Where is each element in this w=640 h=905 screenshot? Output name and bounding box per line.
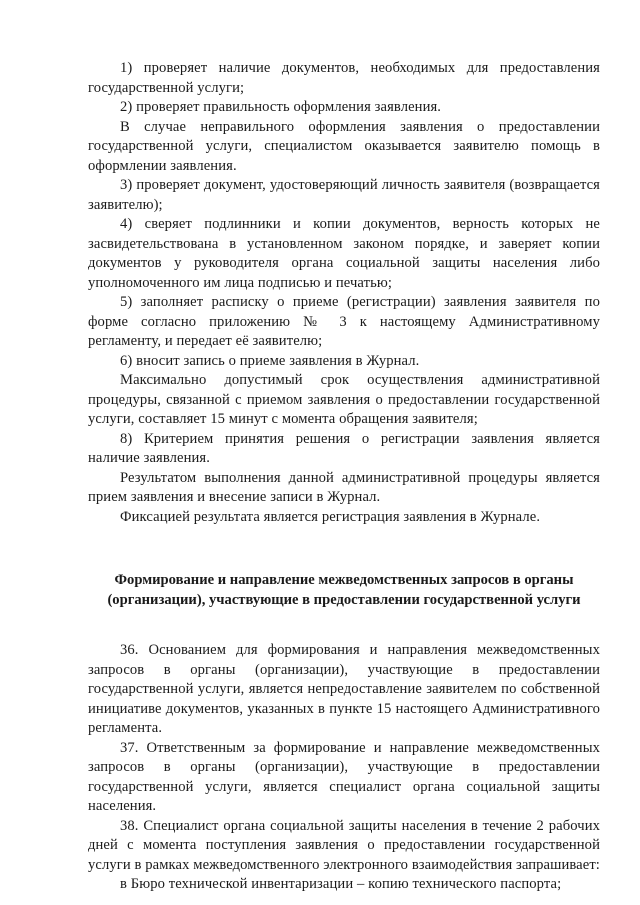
- paragraph-incorrect-form: В случае неправильного оформления заявления о предоставлении государственной услуги, специалистом оказывается заявителю помощь в оформлении заявления.: [88, 118, 600, 174]
- paragraph-item-5: 5) заполняет расписку о приеме (регистрации) заявления заявителя по форме согласно приложению № 3 к настоящему Административному регламенту, и передает её заявителю;: [88, 294, 600, 349]
- paragraph-item-6: 6) вносит запись о приеме заявления в Журнал.: [120, 352, 420, 369]
- paragraph-result: Результатом выполнения данной административной процедуры является прием заявления и внесение записи в Журнал.: [88, 469, 600, 505]
- paragraph-item-3: 3) проверяет документ, удостоверяющий личность заявителя (возвращается заявителю);: [88, 177, 600, 213]
- paragraph-max-time: Максимально допустимый срок осуществления административной процедуры, связанной с приемом заявления о предоставлении государственной услуги, составляет 15 минут с момента обращения заявителя;: [88, 372, 600, 427]
- paragraph-37: 37. Ответственным за формирование и направление межведомственных запросов в органы (организации), участвующие в предоставлении государственной услуги, является специалист органа социальной защиты населения.: [88, 739, 600, 814]
- paragraph-36: 36. Основанием для формирования и направления межведомственных запросов в органы (организации), участвующие в предоставлении государственной услуги, является непредоставление заявителем по собственной инициативе документов, указанных в пункте 15 настоящего Административного регламента.: [88, 642, 600, 736]
- section-heading: Формирование и направление межведомственных запросов в органы (организации), участвующие в предоставлении государственной услуги: [107, 572, 581, 608]
- paragraph-fixation: Фиксацией результата является регистрация заявления в Журнале.: [120, 508, 541, 525]
- paragraph-bti-request: в Бюро технической инвентаризации – копию технического паспорта;: [120, 876, 562, 892]
- paragraph-item-8: 8) Критерием принятия решения о регистрации заявления является наличие заявления.: [88, 430, 600, 466]
- paragraph-38: 38. Специалист органа социальной защиты населения в течение 2 рабочих дней с момента поступления заявления о предоставлении государственной услуги в рамках межведомственного электронного взаимодействия запрашивает:: [88, 817, 600, 873]
- paragraph-item-1: 1) проверяет наличие документов, необходимых для предоставления государственной услуги;: [88, 60, 600, 96]
- paragraph-item-4: 4) сверяет подлинники и копии документов, верность которых не засвидетельствована в установленном законом порядке, и заверяет копии документов у руководителя органа социальной защиты населения либо уполномоченного им лица подписью и печатью;: [88, 216, 600, 291]
- paragraph-item-2: 2) проверяет правильность оформления заявления.: [120, 99, 442, 115]
